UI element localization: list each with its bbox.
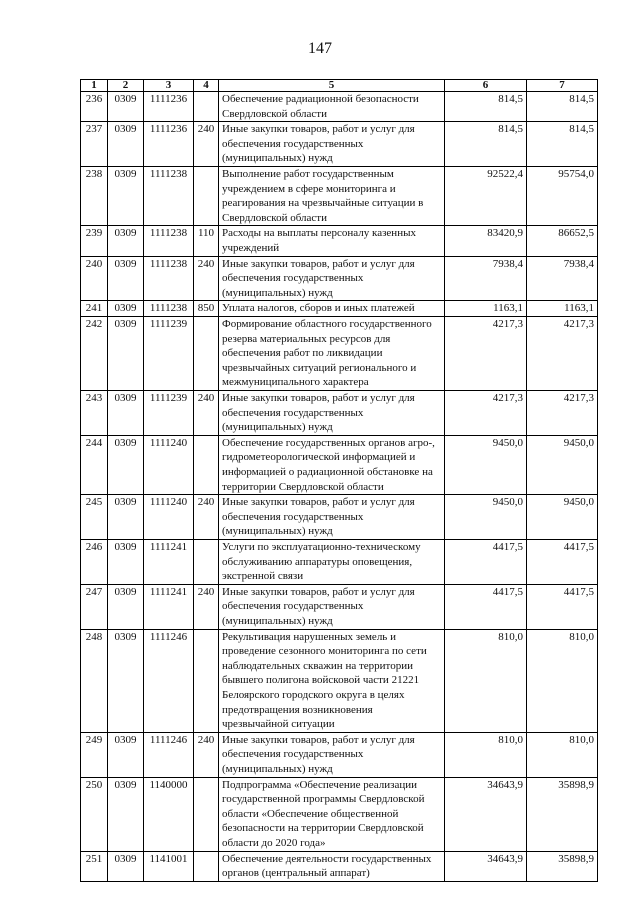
- description-cell: Иные закупки товаров, работ и услуг для обеспечения государственных (муниципальных) нужд: [219, 122, 445, 167]
- row-number-cell: 237: [81, 122, 108, 167]
- target-article-cell: 1141001: [144, 851, 194, 881]
- target-article-cell: 1111236: [144, 92, 194, 122]
- header-cell: 6: [445, 80, 527, 92]
- table-row: [81, 390, 598, 435]
- target-article-cell: 1111239: [144, 390, 194, 435]
- header-cell: 3: [144, 80, 194, 92]
- description-cell: Иные закупки товаров, работ и услуг для обеспечения государственных (муниципальных) нужд: [219, 732, 445, 777]
- expense-type-cell: [194, 777, 219, 851]
- expense-type-cell: [194, 316, 219, 390]
- expense-type-cell: 110: [194, 226, 219, 256]
- target-article-cell: 1111240: [144, 495, 194, 540]
- target-article-cell: 1111241: [144, 584, 194, 629]
- section-code-cell: 0309: [108, 166, 144, 225]
- amount-year-2-cell: 9450,0: [527, 495, 598, 540]
- amount-year-1-cell: 814,5: [445, 92, 527, 122]
- row-number-cell: 247: [81, 584, 108, 629]
- description-cell: Выполнение работ государственным учреждением в сфере мониторинга и реагирования на чрезвычайные ситуации в Свердловской области: [219, 166, 445, 225]
- amount-year-2-cell: 4217,3: [527, 390, 598, 435]
- description-cell: Обеспечение радиационной безопасности Свердловской области: [219, 92, 445, 122]
- description-cell: Иные закупки товаров, работ и услуг для обеспечения государственных (муниципальных) нужд: [219, 584, 445, 629]
- amount-year-2-cell: 35898,9: [527, 777, 598, 851]
- description-cell: Иные закупки товаров, работ и услуг для обеспечения государственных (муниципальных) нужд: [219, 495, 445, 540]
- table-header-row: [81, 80, 598, 92]
- amount-year-2-cell: 86652,5: [527, 226, 598, 256]
- amount-year-2-cell: 4417,5: [527, 584, 598, 629]
- amount-year-2-cell: 810,0: [527, 629, 598, 732]
- expense-type-cell: [194, 629, 219, 732]
- target-article-cell: 1111238: [144, 226, 194, 256]
- table-row: [81, 851, 598, 881]
- table-row: [81, 732, 598, 777]
- description-cell: Услуги по эксплуатационно-техническому обслуживанию аппаратуры оповещения, экстренной связи: [219, 539, 445, 584]
- description-cell: Обеспечение деятельности государственных органов (центральный аппарат): [219, 851, 445, 881]
- header-cell: 5: [219, 80, 445, 92]
- row-number-cell: 243: [81, 390, 108, 435]
- expense-type-cell: [194, 92, 219, 122]
- row-number-cell: 248: [81, 629, 108, 732]
- section-code-cell: 0309: [108, 301, 144, 317]
- section-code-cell: 0309: [108, 732, 144, 777]
- target-article-cell: 1111240: [144, 435, 194, 494]
- amount-year-1-cell: 7938,4: [445, 256, 527, 301]
- expense-type-cell: [194, 435, 219, 494]
- row-number-cell: 242: [81, 316, 108, 390]
- header-cell: 2: [108, 80, 144, 92]
- amount-year-1-cell: 9450,0: [445, 435, 527, 494]
- amount-year-2-cell: 4217,3: [527, 316, 598, 390]
- table-body: [81, 92, 598, 882]
- row-number-cell: 238: [81, 166, 108, 225]
- expense-type-cell: [194, 166, 219, 225]
- row-number-cell: 250: [81, 777, 108, 851]
- row-number-cell: 245: [81, 495, 108, 540]
- section-code-cell: 0309: [108, 226, 144, 256]
- amount-year-1-cell: 4417,5: [445, 539, 527, 584]
- header-cell: 7: [527, 80, 598, 92]
- description-cell: Иные закупки товаров, работ и услуг для обеспечения государственных (муниципальных) нужд: [219, 390, 445, 435]
- section-code-cell: 0309: [108, 539, 144, 584]
- table-row: [81, 629, 598, 732]
- description-cell: Расходы на выплаты персоналу казенных учреждений: [219, 226, 445, 256]
- target-article-cell: 1111239: [144, 316, 194, 390]
- expense-type-cell: 240: [194, 390, 219, 435]
- table-row: [81, 226, 598, 256]
- expense-type-cell: 240: [194, 732, 219, 777]
- description-cell: Обеспечение государственных органов агро-, гидрометеорологической информацией и информацией о радиационной обстановке на территории Свердловской области: [219, 435, 445, 494]
- amount-year-2-cell: 4417,5: [527, 539, 598, 584]
- section-code-cell: 0309: [108, 495, 144, 540]
- amount-year-2-cell: 814,5: [527, 92, 598, 122]
- table-row: [81, 539, 598, 584]
- page-number: 147: [308, 40, 332, 57]
- target-article-cell: 1111246: [144, 732, 194, 777]
- amount-year-1-cell: 4417,5: [445, 584, 527, 629]
- budget-table: [80, 79, 598, 882]
- amount-year-1-cell: 810,0: [445, 629, 527, 732]
- expense-type-cell: [194, 539, 219, 584]
- target-article-cell: 1140000: [144, 777, 194, 851]
- row-number-cell: 249: [81, 732, 108, 777]
- table-row: [81, 316, 598, 390]
- amount-year-1-cell: 92522,4: [445, 166, 527, 225]
- row-number-cell: 239: [81, 226, 108, 256]
- expense-type-cell: 240: [194, 495, 219, 540]
- table-row: [81, 166, 598, 225]
- expense-type-cell: [194, 851, 219, 881]
- table-row: [81, 495, 598, 540]
- section-code-cell: 0309: [108, 629, 144, 732]
- row-number-cell: 236: [81, 92, 108, 122]
- section-code-cell: 0309: [108, 851, 144, 881]
- table-row: [81, 584, 598, 629]
- table-row: [81, 777, 598, 851]
- row-number-cell: 240: [81, 256, 108, 301]
- target-article-cell: 1111238: [144, 166, 194, 225]
- header-cell: 4: [194, 80, 219, 92]
- row-number-cell: 244: [81, 435, 108, 494]
- expense-type-cell: 850: [194, 301, 219, 317]
- description-cell: Формирование областного государственного резерва материальных ресурсов для обеспечения работ по ликвидации чрезвычайных ситуаций регионального и межмуниципального характера: [219, 316, 445, 390]
- amount-year-1-cell: 810,0: [445, 732, 527, 777]
- section-code-cell: 0309: [108, 122, 144, 167]
- section-code-cell: 0309: [108, 777, 144, 851]
- amount-year-1-cell: 34643,9: [445, 851, 527, 881]
- target-article-cell: 1111246: [144, 629, 194, 732]
- amount-year-2-cell: 9450,0: [527, 435, 598, 494]
- amount-year-2-cell: 1163,1: [527, 301, 598, 317]
- row-number-cell: 241: [81, 301, 108, 317]
- description-cell: Подпрограмма «Обеспечение реализации государственной программы Свердловской области «Обеспечение общественной безопасности на территории Свердловской области до 2020 года»: [219, 777, 445, 851]
- header-cell: 1: [81, 80, 108, 92]
- amount-year-2-cell: 814,5: [527, 122, 598, 167]
- table-row: [81, 122, 598, 167]
- table-row: [81, 435, 598, 494]
- amount-year-1-cell: 4217,3: [445, 390, 527, 435]
- table-row: [81, 301, 598, 317]
- description-cell: Иные закупки товаров, работ и услуг для обеспечения государственных (муниципальных) нужд: [219, 256, 445, 301]
- amount-year-1-cell: 9450,0: [445, 495, 527, 540]
- amount-year-1-cell: 1163,1: [445, 301, 527, 317]
- section-code-cell: 0309: [108, 256, 144, 301]
- amount-year-2-cell: 35898,9: [527, 851, 598, 881]
- row-number-cell: 251: [81, 851, 108, 881]
- target-article-cell: 1111241: [144, 539, 194, 584]
- amount-year-2-cell: 810,0: [527, 732, 598, 777]
- table-row: [81, 92, 598, 122]
- amount-year-2-cell: 95754,0: [527, 166, 598, 225]
- amount-year-1-cell: 4217,3: [445, 316, 527, 390]
- expense-type-cell: 240: [194, 256, 219, 301]
- target-article-cell: 1111238: [144, 301, 194, 317]
- section-code-cell: 0309: [108, 390, 144, 435]
- amount-year-2-cell: 7938,4: [527, 256, 598, 301]
- amount-year-1-cell: 814,5: [445, 122, 527, 167]
- amount-year-1-cell: 83420,9: [445, 226, 527, 256]
- amount-year-1-cell: 34643,9: [445, 777, 527, 851]
- expense-type-cell: 240: [194, 584, 219, 629]
- table-row: [81, 256, 598, 301]
- section-code-cell: 0309: [108, 92, 144, 122]
- row-number-cell: 246: [81, 539, 108, 584]
- section-code-cell: 0309: [108, 584, 144, 629]
- target-article-cell: 1111238: [144, 256, 194, 301]
- expense-type-cell: 240: [194, 122, 219, 167]
- target-article-cell: 1111236: [144, 122, 194, 167]
- section-code-cell: 0309: [108, 316, 144, 390]
- description-cell: Уплата налогов, сборов и иных платежей: [219, 301, 445, 317]
- description-cell: Рекультивация нарушенных земель и проведение сезонного мониторинга по сети наблюдательных скважин на территории бывшего полигона войсковой части 21221 Белоярского городского округа в целях предотвращения возникновения чрезвычайной ситуации: [219, 629, 445, 732]
- section-code-cell: 0309: [108, 435, 144, 494]
